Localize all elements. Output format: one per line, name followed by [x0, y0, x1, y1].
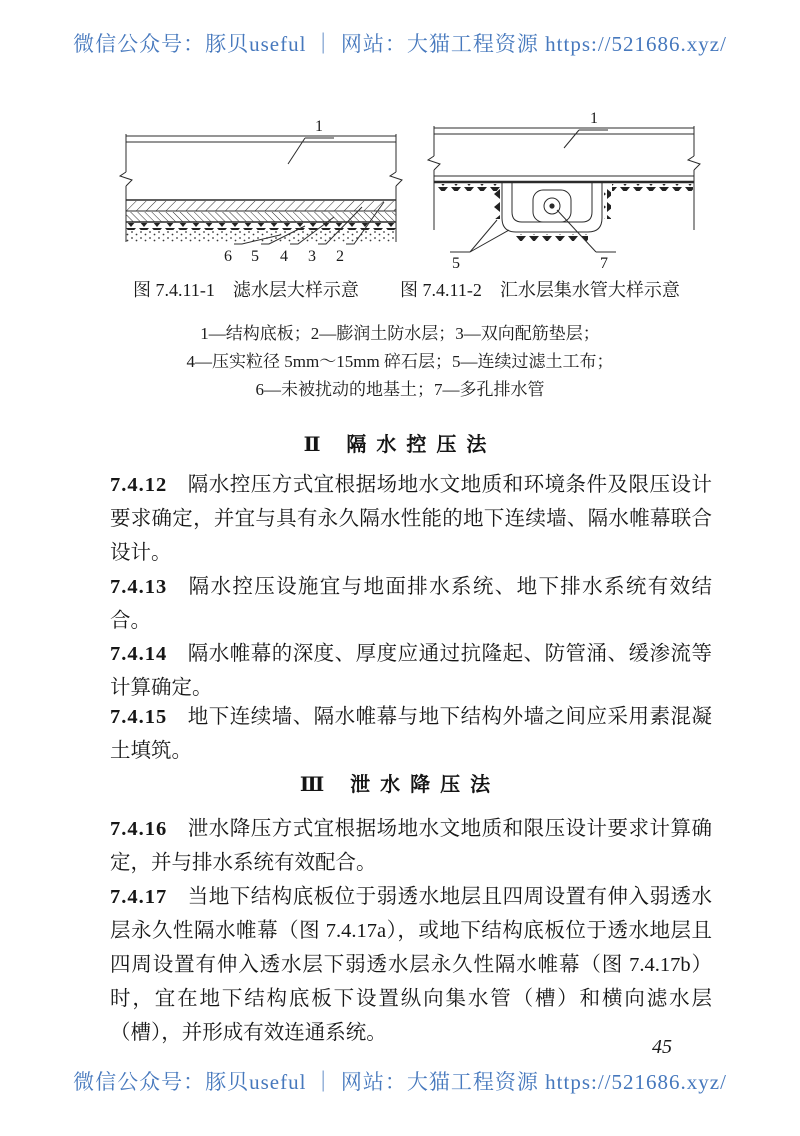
clause-number: 7.4.14	[110, 643, 168, 665]
legend-line-1: 1—结构底板；2—膨润土防水层；3—双向配筋垫层；	[200, 324, 600, 343]
clause-text: 泄水降压方式宜根据场地水文地质和限压设计要求计算确定，并与排水系统有效配合。	[110, 818, 712, 874]
clause-number: 7.4.17	[110, 886, 168, 908]
section-heading-2	[0, 428, 800, 457]
figure2-caption: 图 7.4.11-2 汇水层集水管大样示意	[400, 280, 680, 300]
clause-text: 隔水控压方式宜根据场地水文地质和环境条件及限压设计要求确定，并宜与具有永久隔水性能的地下连续墙、隔水帷幕联合设计。	[110, 474, 712, 564]
fig2-geotextile-right	[612, 184, 693, 191]
fig2-trench-inner	[512, 183, 592, 222]
clause-number: 7.4.13	[110, 576, 168, 598]
figure-legend	[0, 320, 800, 404]
clause-7-4-13	[110, 570, 712, 638]
clause-7-4-15	[110, 700, 712, 768]
fig1-right-break-icon	[390, 172, 402, 186]
section-numeral: Ⅱ	[303, 434, 321, 456]
clause-7-4-16	[110, 812, 712, 880]
fig1-label-3: 3	[308, 248, 316, 265]
fig1-label-5: 5	[251, 248, 259, 265]
fig2-label-7: 7	[600, 255, 608, 272]
clause-7-4-14	[110, 637, 712, 705]
header-watermark: 微信公众号：豚贝useful ｜ 网站：大猫工程资源 https://521686.xyz/	[73, 32, 727, 56]
page-number: 45	[652, 1036, 672, 1058]
fig1-left-break-icon	[120, 172, 132, 186]
fig2-label-5: 5	[452, 255, 460, 272]
fig2-left-break-icon	[428, 156, 440, 170]
section-title: 隔水控压法	[346, 434, 497, 456]
fig1-geotextile-layer	[126, 223, 396, 230]
figure-filter-layer-diagram	[112, 116, 412, 268]
clause-text: 当地下结构底板位于弱透水地层且四周设置有伸入弱透水层永久性隔水帷幕（图 7.4.17a），或地下结构底板位于透水地层且四周设置有伸入透水层下弱透水层永久性隔水帷幕（图 7.4.17b）时，宜在地下结构底板下设置纵向集水管（槽）和横向滤水层（槽），并形成有效连通系统。	[110, 886, 712, 1044]
fig2-right-break-icon	[688, 156, 700, 170]
legend-line-3: 6—未被扰动的地基土；7—多孔排水管	[255, 380, 545, 399]
clause-7-4-12	[110, 468, 712, 570]
clause-text: 隔水控压设施宜与地面排水系统、地下排水系统有效结合。	[110, 576, 712, 632]
clause-number: 7.4.12	[110, 474, 168, 496]
fig1-label-1: 1	[315, 118, 323, 135]
fig1-label-6: 6	[224, 248, 232, 265]
section-numeral: Ⅲ	[299, 774, 325, 796]
clause-7-4-17	[110, 880, 712, 1050]
fig1-soil-layer	[126, 231, 396, 242]
figure-collecting-pipe-diagram	[424, 110, 704, 272]
fig2-drain-pipe-hole	[549, 203, 554, 208]
footer-watermark: 微信公众号：豚贝useful ｜ 网站：大猫工程资源 https://521686.xyz/	[73, 1070, 727, 1094]
fig2-geotextile-trench-right	[604, 187, 611, 219]
fig2-leader-5a	[470, 220, 497, 252]
figure1-caption: 图 7.4.11-1 滤水层大样示意	[133, 280, 359, 300]
fig1-label-2: 2	[336, 248, 344, 265]
fig2-leader-7	[557, 210, 596, 252]
legend-line-2: 4—压实粒径 5mm～15mm 碎石层；5—连续过滤土工布；	[186, 352, 614, 371]
clause-text: 地下连续墙、隔水帷幕与地下结构外墙之间应采用素混凝土填筑。	[110, 706, 712, 762]
fig2-leader-1b	[564, 130, 579, 148]
section-heading-3	[0, 768, 800, 797]
fig1-label-4: 4	[280, 248, 288, 265]
fig1-waterproof-layer	[126, 201, 396, 211]
fig2-leader-5b	[470, 230, 509, 252]
section-title: 泄水降压法	[350, 774, 501, 796]
fig2-geotextile-trench-bottom	[516, 234, 588, 241]
fig2-geotextile-trench-left	[493, 187, 500, 219]
clause-number: 7.4.15	[110, 706, 168, 728]
fig2-label-1: 1	[590, 110, 598, 127]
clause-number: 7.4.16	[110, 818, 168, 840]
clause-text: 隔水帷幕的深度、厚度应通过抗隆起、防管涌、缓渗流等计算确定。	[110, 643, 712, 699]
fig2-geotextile-left	[435, 184, 502, 191]
